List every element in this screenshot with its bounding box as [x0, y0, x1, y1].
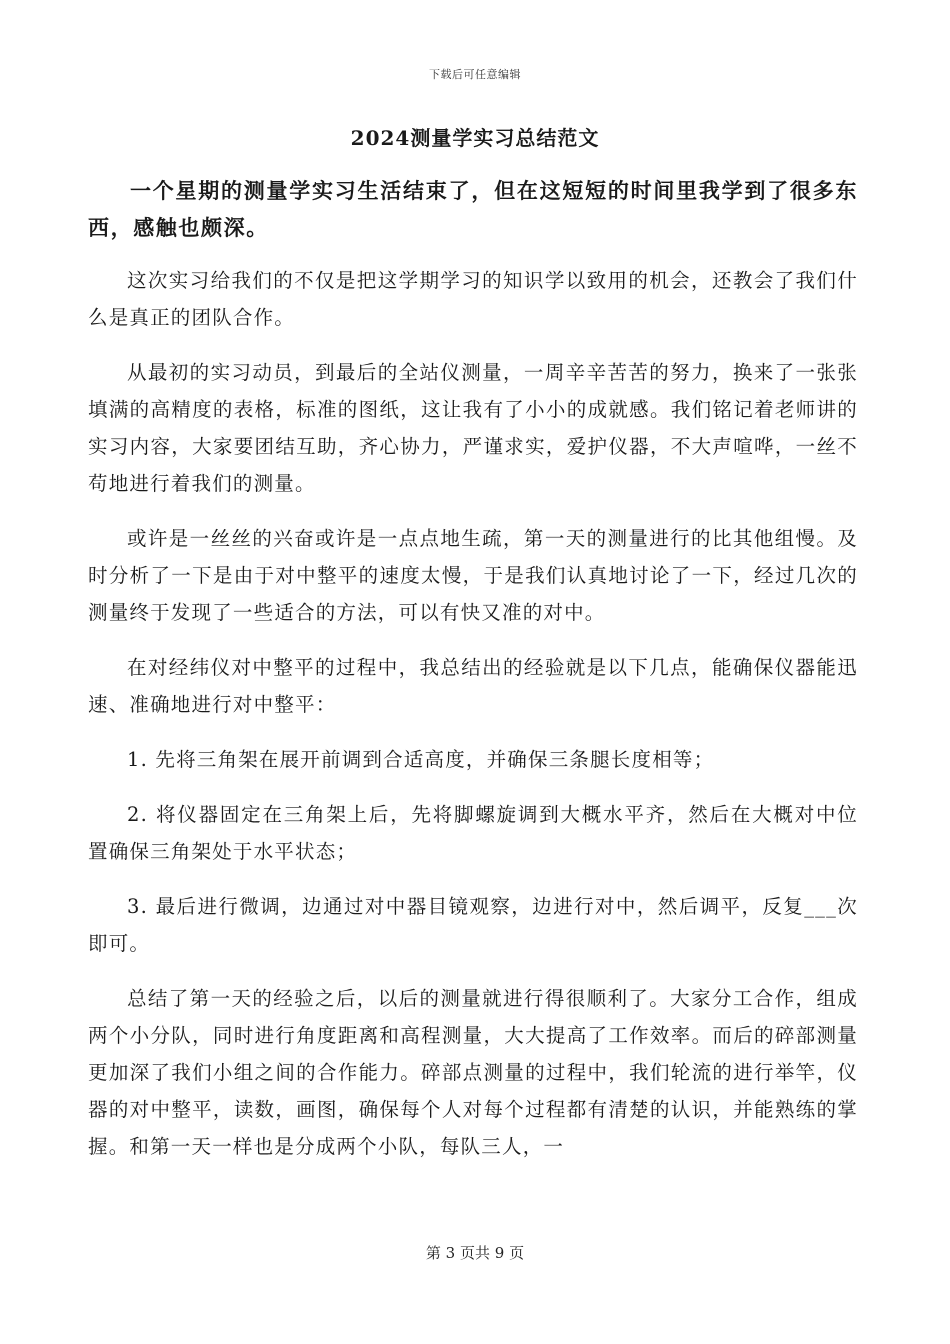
paragraph: 从最初的实习动员，到最后的全站仪测量，一周辛辛苦苦的努力，换来了一张张填满的高精度的表格，标准的图纸，这让我有了小小的成就感。我们铭记着老师讲的实习内容，大家要团结互助，齐心协力，严谨求实，爱护仪器，不大声喧哗，一丝不苟地进行着我们的测量。	[88, 361, 858, 495]
paragraph: 在对经纬仪对中整平的过程中，我总结出的经验就是以下几点，能确保仪器能迅速、准确地进行对中整平：	[88, 656, 858, 716]
paragraph: 或许是一丝丝的兴奋或许是一点点地生疏，第一天的测量进行的比其他组慢。及时分析了一下是由于对中整平的速度太慢，于是我们认真地讨论了一下，经过几次的测量终于发现了一些适合的方法，可以有快又准的对中。	[88, 527, 858, 624]
list-item: 1. 先将三角架在展开前调到合适高度，并确保三条腿长度相等；	[127, 748, 715, 771]
page-number-footer: 第 3 页共 9 页	[425, 1244, 525, 1262]
list-item: 2. 将仪器固定在三角架上后，先将脚螺旋调到大概水平齐，然后在大概对中位置确保三角架处于水平状态；	[88, 803, 858, 863]
paragraph: 这次实习给我们的不仅是把这学期学习的知识学以致用的机会，还教会了我们什么是真正的团队合作。	[88, 269, 858, 329]
paragraph-lead: 一个星期的测量学实习生活结束了，但在这短短的时间里我学到了很多东西，感触也颇深。	[88, 178, 858, 240]
header-note: 下载后可任意编辑	[429, 68, 521, 81]
list-item: 3. 最后进行微调，边通过对中器目镜观察，边进行对中，然后调平，反复___次即可。	[88, 895, 858, 955]
paragraph: 总结了第一天的经验之后，以后的测量就进行得很顺利了。大家分工合作，组成两个小分队，同时进行角度距离和高程测量，大大提高了工作效率。而后的碎部测量更加深了我们小组之间的合作能力。碎部点测量的过程中，我们轮流的进行举竿，仪器的对中整平，读数，画图，确保每个人对每个过程都有清楚的认识，并能熟练的掌握。和第一天一样也是分成两个小队，每队三人，一	[88, 987, 858, 1158]
document-title: 2024测量学实习总结范文	[350, 126, 600, 150]
document-body	[88, 172, 858, 1183]
